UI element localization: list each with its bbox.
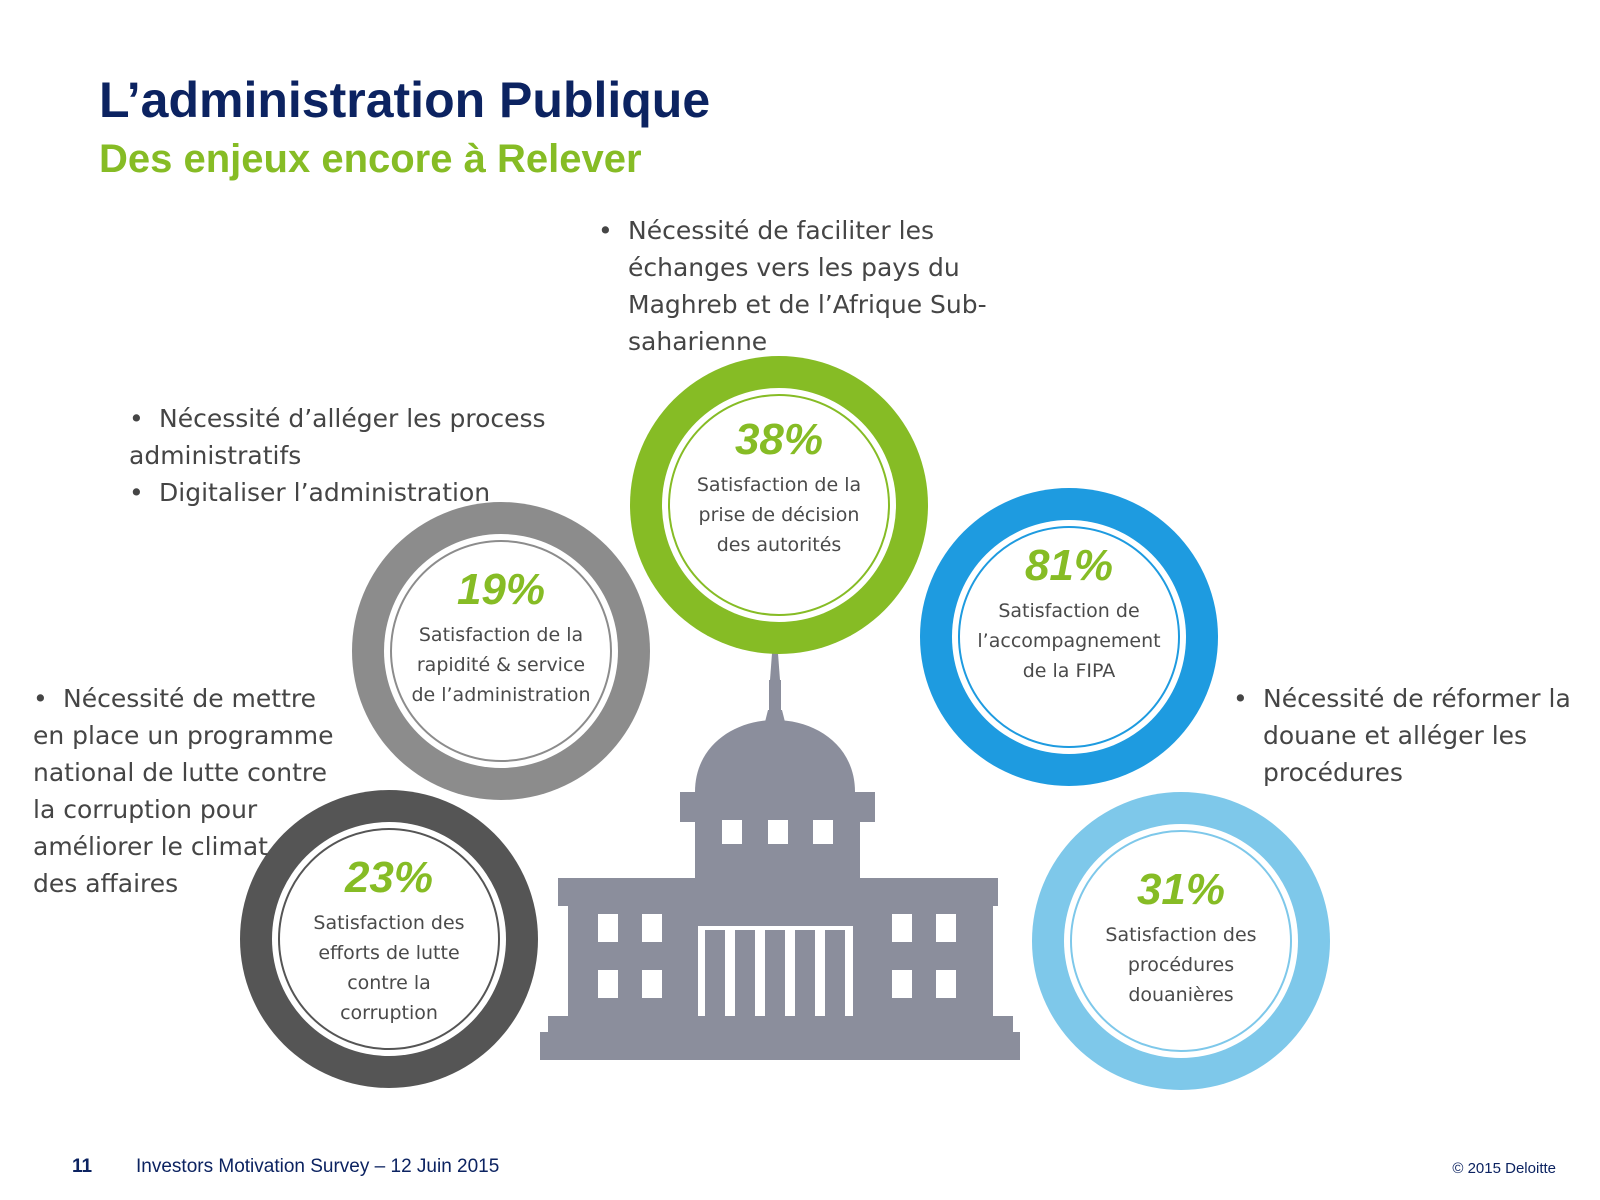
- note-line: améliorer le climat: [33, 832, 268, 861]
- note-line: en place un programme: [33, 721, 334, 750]
- note-line: saharienne: [628, 327, 768, 356]
- footer-source: Investors Motivation Survey – 12 Juin 2015: [136, 1156, 500, 1177]
- note-line: national de lutte contre: [33, 758, 327, 787]
- metric-ring-speed: [352, 502, 650, 800]
- note-line: douane et alléger les: [1263, 721, 1528, 750]
- note-line: Nécessité de réformer la: [1263, 684, 1571, 713]
- note-line: Nécessité de mettre: [63, 684, 316, 713]
- bullet: •: [1233, 684, 1248, 713]
- metric-label-fipa: Satisfaction de l’accompagnement de la FIPA: [977, 600, 1161, 682]
- note-customs-reform: [1233, 680, 1571, 791]
- page-subtitle: Des enjeux encore à Relever: [99, 137, 642, 181]
- note-line: Nécessité d’alléger les process: [159, 404, 546, 433]
- note-anti-corruption: [33, 680, 333, 902]
- metric-value-speed: 19%: [456, 565, 546, 614]
- note-line: procédures: [1263, 758, 1403, 787]
- note-maghreb-trade: [598, 212, 987, 360]
- metric-ring-customs: [1032, 792, 1330, 1090]
- note-line: Digitaliser l’administration: [159, 478, 491, 507]
- copyright: © 2015 Deloitte: [1452, 1160, 1556, 1177]
- page-title: L’administration Publique: [99, 72, 711, 128]
- note-line: la corruption pour: [33, 795, 258, 824]
- note-line: des affaires: [33, 869, 179, 898]
- note-admin-process: [129, 400, 546, 511]
- note-line: Nécessité de faciliter les: [628, 216, 934, 245]
- metric-label-decision: Satisfaction de la prise de décision des autorités: [696, 474, 862, 556]
- metric-value-corruption: 23%: [344, 853, 434, 902]
- metric-label-speed: Satisfaction de la rapidité & service de l’administration: [411, 624, 591, 706]
- bullet: •: [129, 478, 144, 507]
- note-line: échanges vers les pays du: [628, 253, 960, 282]
- metric-value-decision: 38%: [734, 415, 824, 464]
- metric-label-corruption: Satisfaction des efforts de lutte contre la corruption: [313, 912, 465, 1024]
- metric-label-customs: Satisfaction des procédures douanières: [1105, 924, 1257, 1006]
- metric-value-fipa: 81%: [1024, 541, 1114, 590]
- page-number: 11: [72, 1156, 93, 1177]
- metric-ring-decision: [630, 356, 928, 654]
- bullet: •: [33, 684, 48, 713]
- metric-value-customs: 31%: [1136, 865, 1226, 914]
- bullet: •: [129, 404, 144, 433]
- bullet: •: [598, 216, 613, 245]
- note-line: Maghreb et de l’Afrique Sub-: [628, 290, 987, 319]
- note-line: administratifs: [129, 441, 302, 470]
- metric-ring-fipa: [920, 488, 1218, 786]
